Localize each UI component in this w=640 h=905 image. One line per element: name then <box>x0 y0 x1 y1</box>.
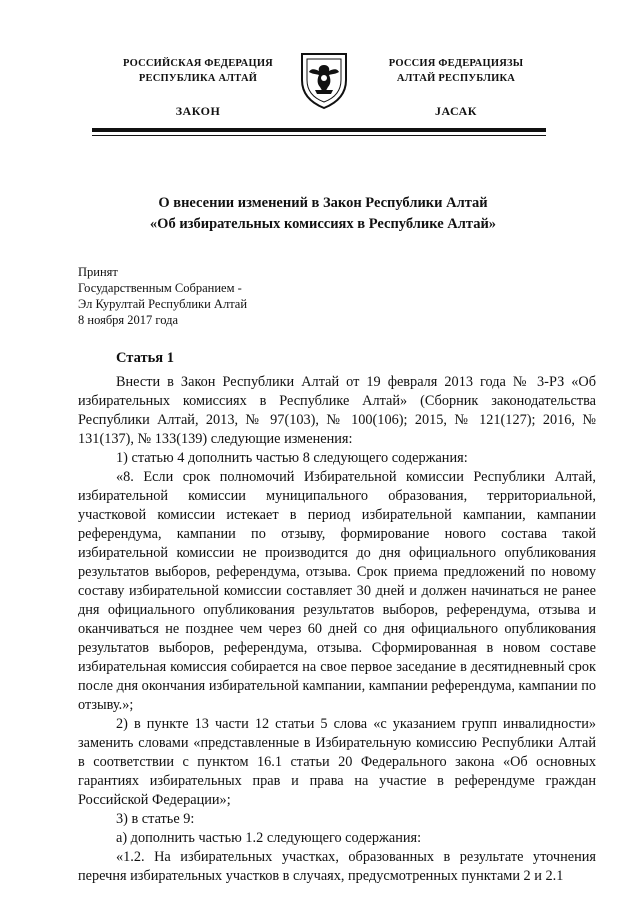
header-divider-thin <box>92 135 546 136</box>
paragraph: «1.2. На избирательных участках, образованных в результате уточнения перечня избирательных участков в случаях, предусмотренных пунктами 2 и 2.1 <box>78 849 596 884</box>
law-title <box>78 193 568 235</box>
header-left-line1: РОССИЙСКАЯ ФЕДЕРАЦИЯ <box>123 58 273 69</box>
adoption-line2: Государственным Собранием - <box>78 281 242 295</box>
adoption-block <box>78 264 378 328</box>
paragraph: 3) в статье 9: <box>116 811 195 827</box>
article-body <box>78 373 596 886</box>
paragraph: а) дополнить частью 1.2 следующего содержания: <box>116 830 422 846</box>
law-title-line2: «Об избирательных комиссиях в Республике Алтай» <box>149 216 497 232</box>
paragraph: 2) в пункте 13 части 12 статьи 5 слова «с указанием групп инвалидности» заменить словами «представленные в Избирательную комиссию Республики Алтай в соответствии с пунктом 16.1 статьи 20 Федерального закона «Об основных гарантиях избирательных прав и права на участие в референдуме граждан Российской Федерации»; <box>78 716 596 808</box>
adoption-line3: Эл Курултай Республики Алтай <box>78 297 248 311</box>
paragraph: 1) статью 4 дополнить частью 8 следующего содержания: <box>116 450 468 466</box>
header-right-block <box>356 56 556 119</box>
adoption-line1: Принят <box>78 265 118 279</box>
header-right-line1: РОССИЯ ФЕДЕРАЦИЯЗЫ <box>388 58 524 69</box>
header-left-block <box>98 56 298 119</box>
header-divider-thick <box>92 128 546 132</box>
altai-coat-of-arms-icon <box>298 50 350 110</box>
header-right-line2: АЛТАЙ РЕСПУБЛИКА <box>396 73 516 84</box>
header-left-line2: РЕСПУБЛИКА АЛТАЙ <box>138 73 258 84</box>
header-left-kind: ЗАКОН <box>175 104 221 118</box>
paragraph: Внести в Закон Республики Алтай от 19 февраля 2013 года № 3-РЗ «Об избирательных комиссиях в Республике Алтай» (Сборник законодательства Республики Алтай, 2013, № 97(103), № 100(106); 2015, № 121(127); 2016, № 131(137), № 133(139) следующие изменения: <box>78 374 596 447</box>
adoption-date: 8 ноября 2017 года <box>78 313 179 327</box>
article-heading: Статья 1 <box>116 350 174 366</box>
header-right-kind: ЈАСАК <box>434 104 477 118</box>
law-title-line1: О внесении изменений в Закон Республики Алтай <box>158 195 488 211</box>
paragraph: «8. Если срок полномочий Избирательной комиссии Республики Алтай, избирательной комиссии муниципального образования, территориальной, участковой комиссии истекает в период избирательной кампании, кампании референдума, кампании по отзыву, формирование нового состава такой избирательной комиссии не производится до дня официального опубликования результатов выборов, референдума, отзыва. Срок приема предложений по новому составу избирательной комиссии составляет 30 дней и должен начинаться не ранее дня официального опубликования результатов выборов, референдума, отзыва и оканчиваться не позднее чем через 60 дней со дня официального опубликования результатов выборов, референдума, отзыва. Сформированная в новом составе избирательная комиссия собирается на свое первое заседание в десятидневный срок после дня окончания избирательной кампании, кампании референдума, кампании по отзыву.»; <box>78 469 596 713</box>
